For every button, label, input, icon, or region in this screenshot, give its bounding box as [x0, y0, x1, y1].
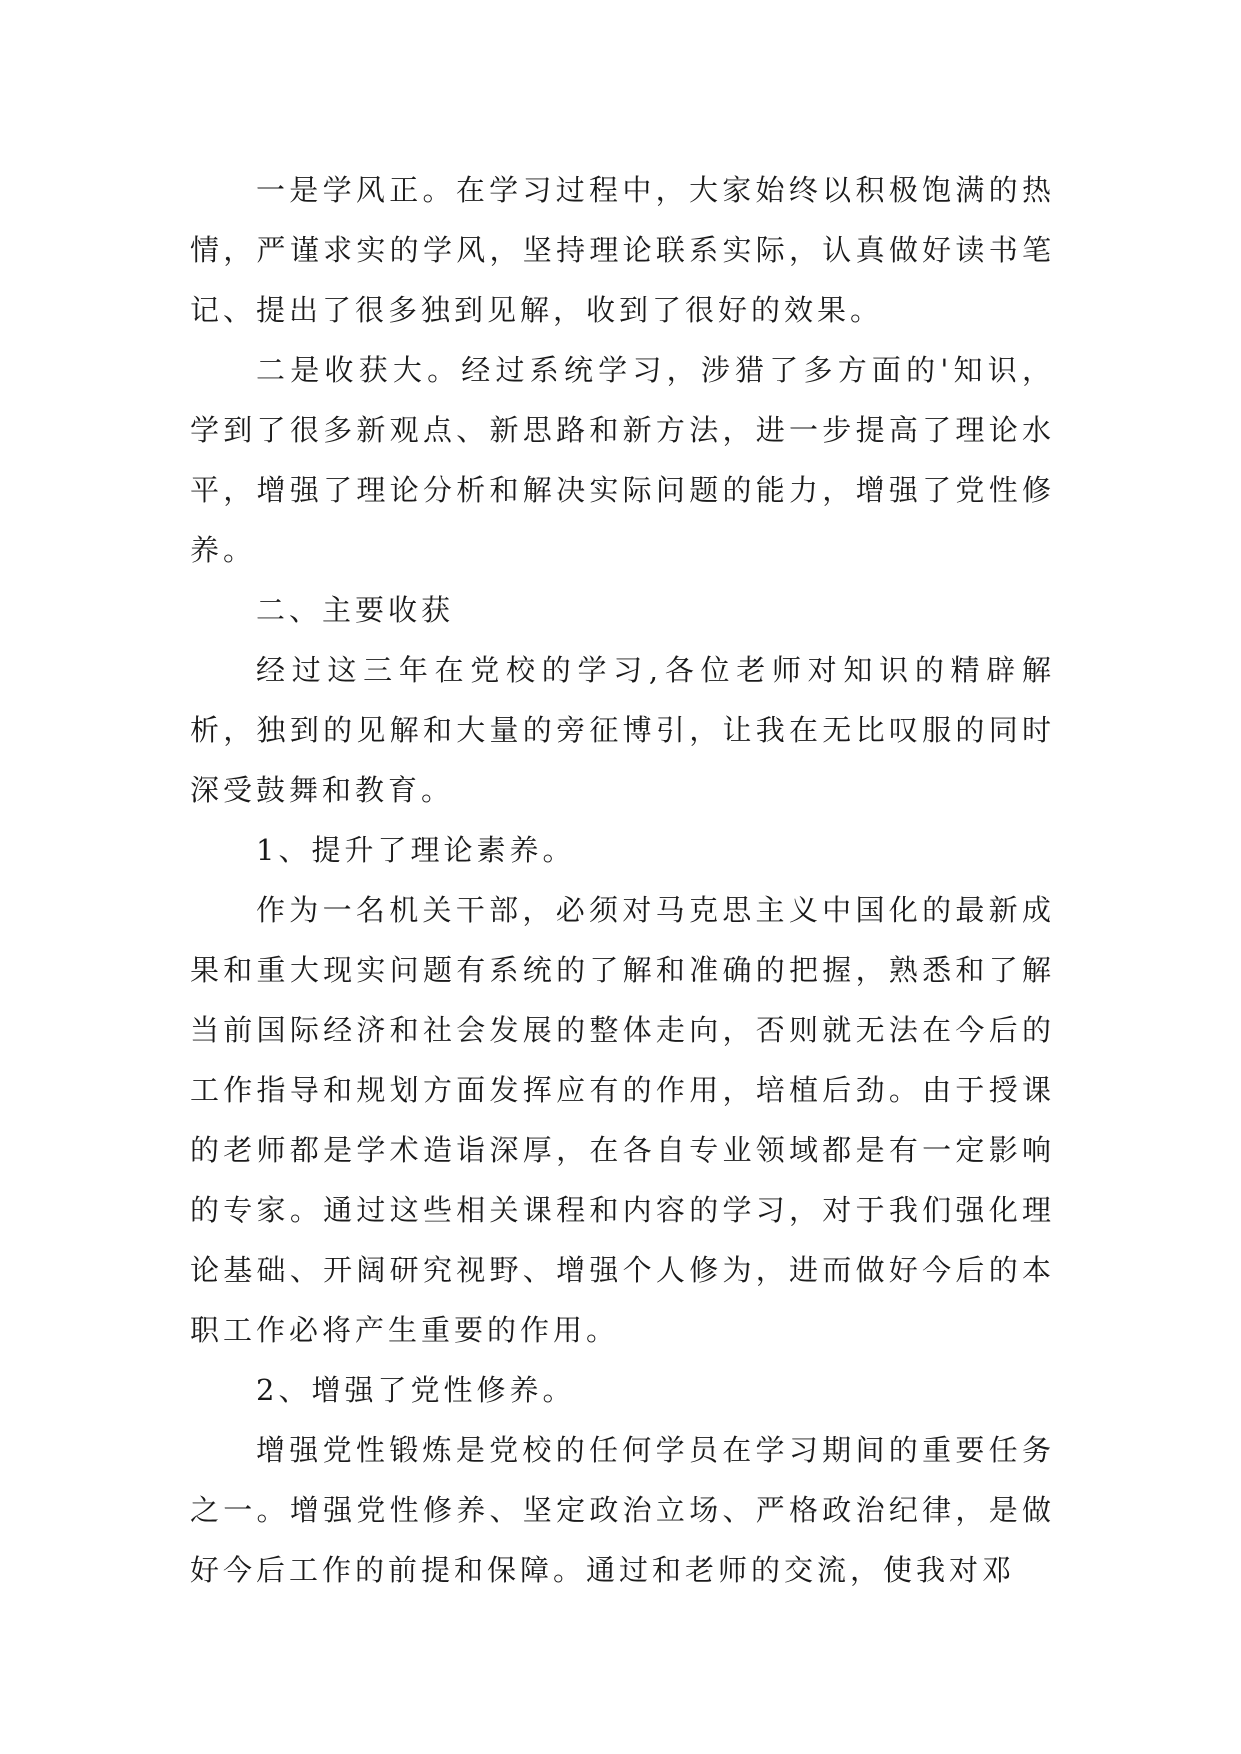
subheading-party-spirit: 2、增强了党性修养。: [256, 1373, 576, 1407]
document-body: [190, 160, 1055, 1600]
paragraph-great-gains: 二是收获大。经过系统学习，涉猎了多方面的'知识，学到了很多新观点、新思路和新方法，进一步提高了理论水平，增强了理论分析和解决实际问题的能力，增强了党性修养。: [190, 353, 1055, 567]
paragraph-style-of-study: 一是学风正。在学习过程中，大家始终以积极饱满的热情，严谨求实的学风，坚持理论联系实际，认真做好读书笔记、提出了很多独到见解，收到了很好的效果。: [190, 173, 1055, 327]
paragraph-cadre-requirements: 作为一名机关干部，必须对马克思主义中国化的最新成果和重大现实问题有系统的了解和准确的把握，熟悉和了解当前国际经济和社会发展的整体走向，否则就无法在今后的工作指导和规划方面发挥应有的作用，培植后劲。由于授课的老师都是学术造诣深厚，在各自专业领域都是有一定影响的专家。通过这些相关课程和内容的学习，对于我们强化理论基础、开阔研究视野、增强个人修为，进而做好今后的本职工作必将产生重要的作用。: [190, 893, 1055, 1347]
paragraph-party-spirit-training: 增强党性锻炼是党校的任何学员在学习期间的重要任务之一。增强党性修养、坚定政治立场、严格政治纪律，是做好今后工作的前提和保障。通过和老师的交流，使我对邓: [190, 1433, 1055, 1587]
section-heading-main-gains: 二、主要收获: [256, 593, 455, 627]
paragraph-three-years-study: 经过这三年在党校的学习,各位老师对知识的精辟解析，独到的见解和大量的旁征博引，让我在无比叹服的同时深受鼓舞和教育。: [190, 653, 1055, 807]
subheading-theory-literacy: 1、提升了理论素养。: [256, 833, 576, 867]
